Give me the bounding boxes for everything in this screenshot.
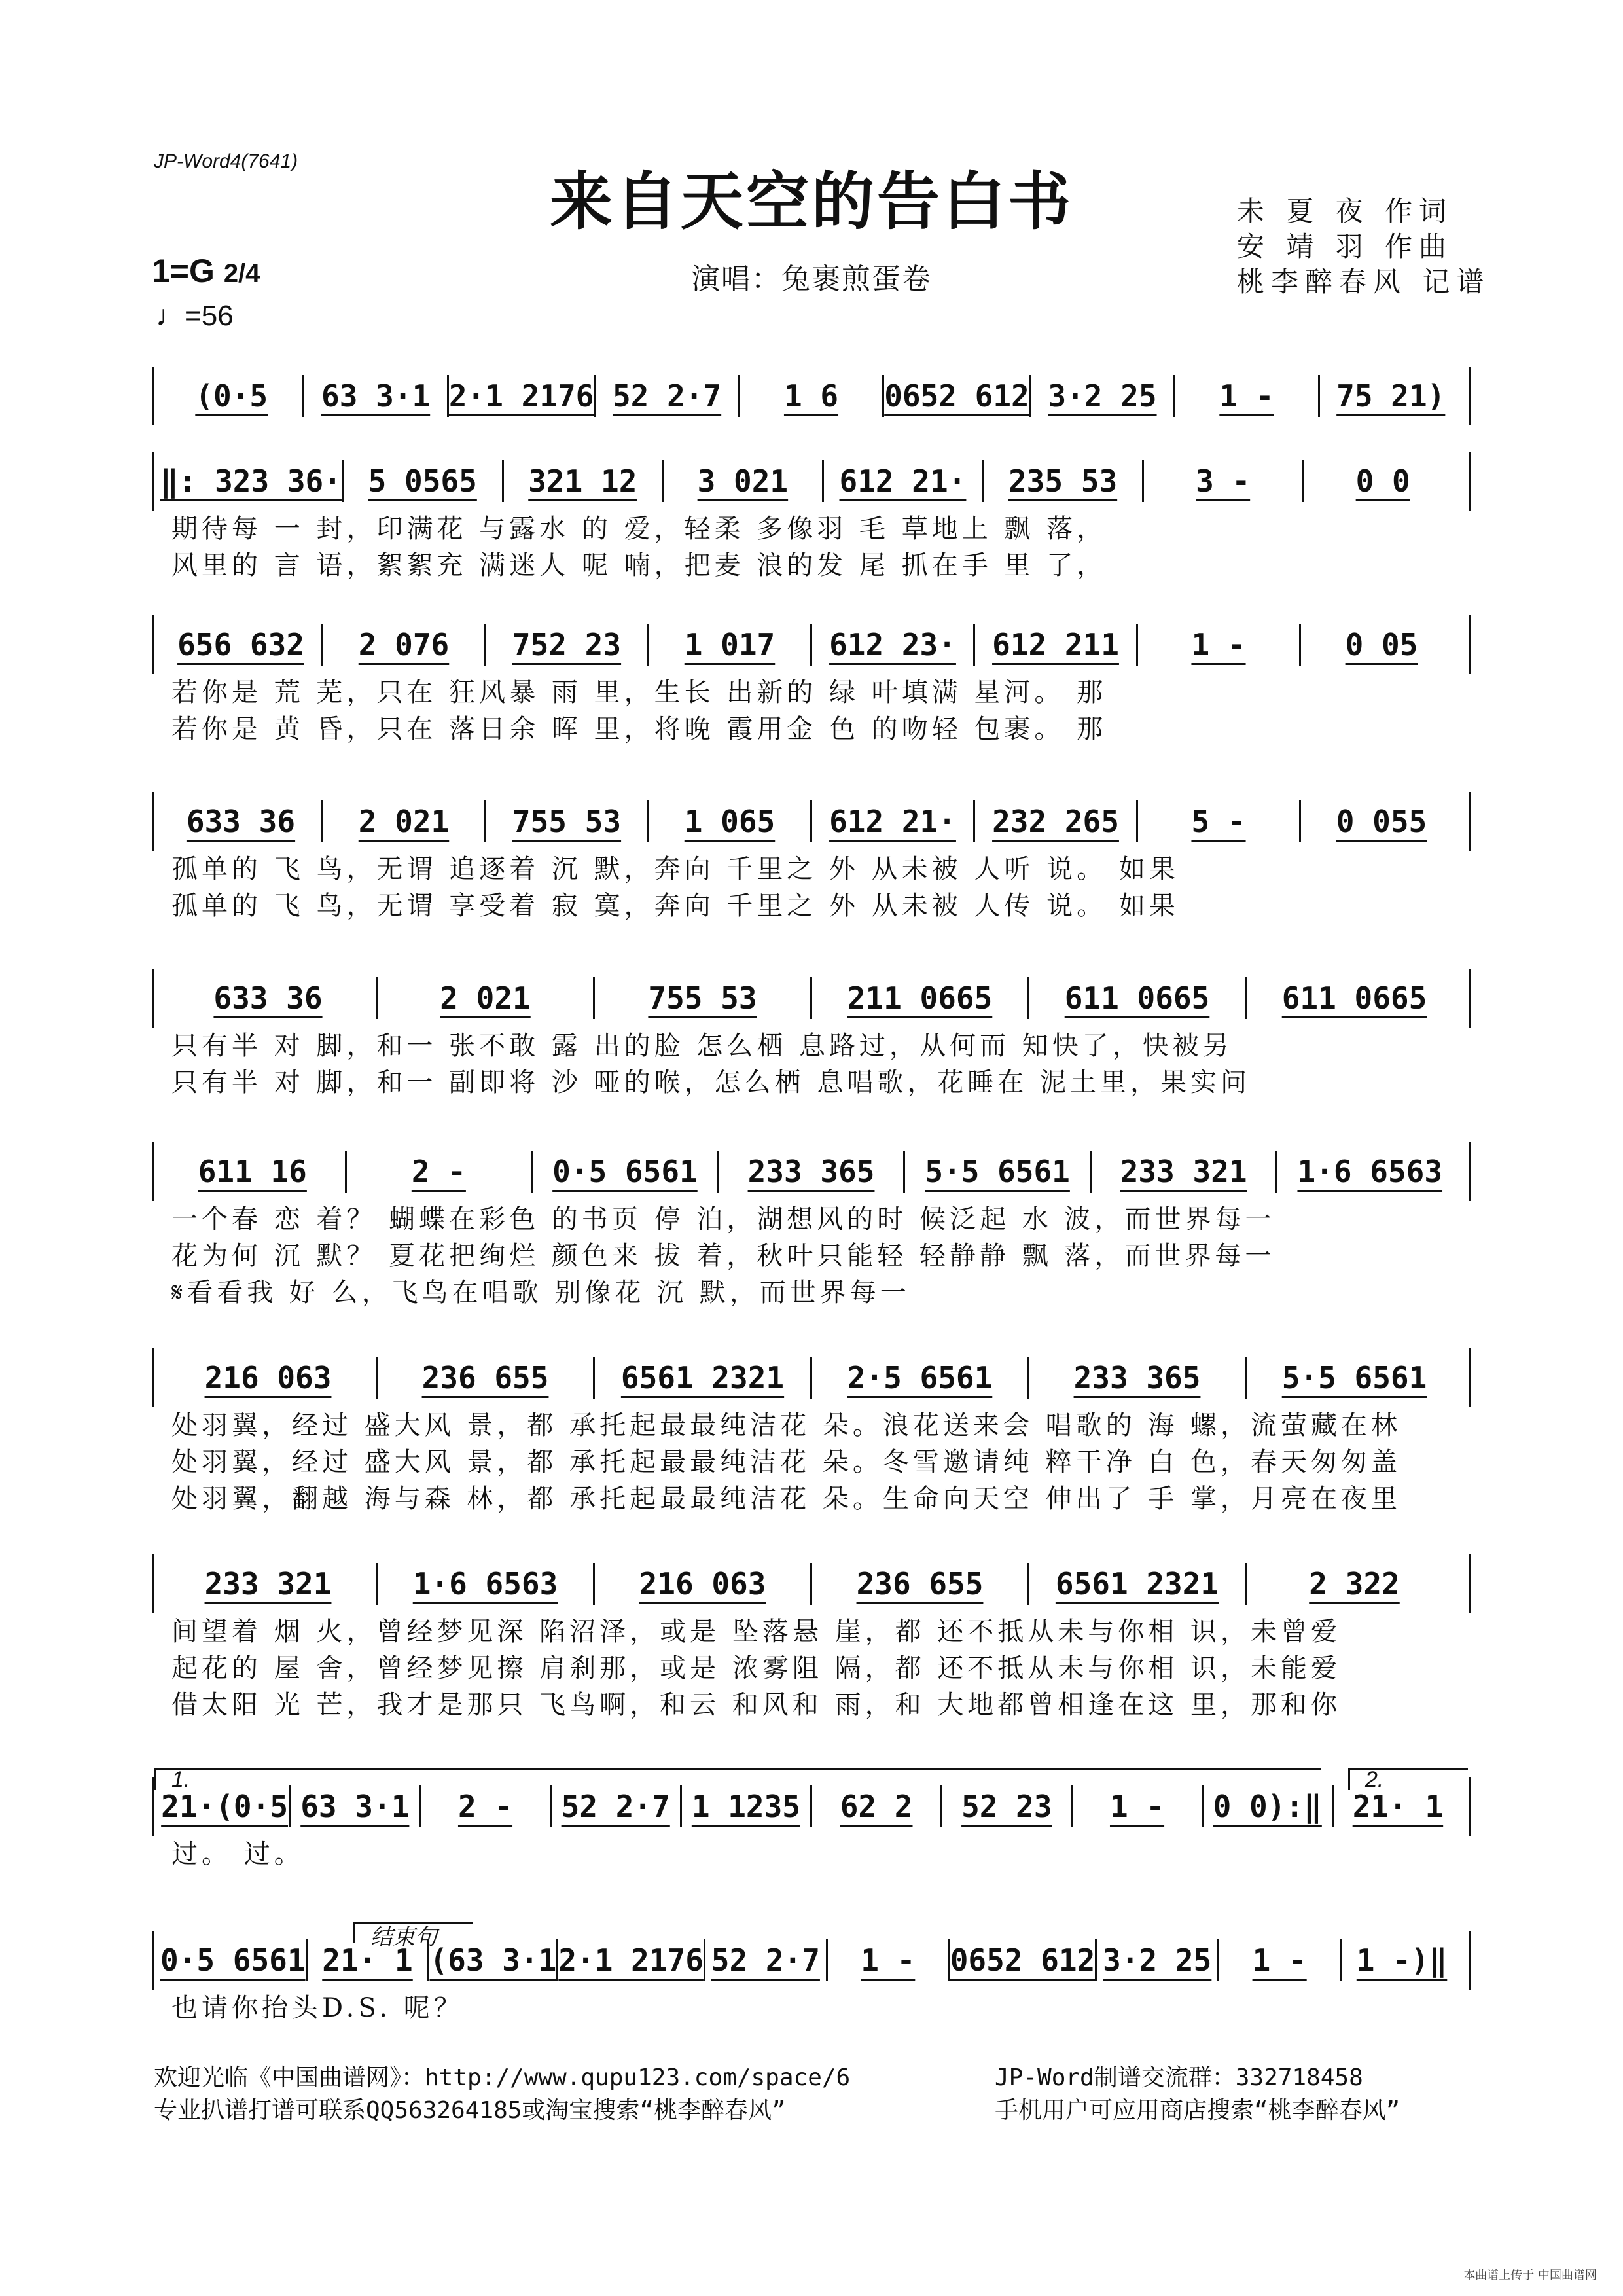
measure: 2 - (421, 1785, 551, 1827)
lyric-line: 花为何 沉 默？ 夏花把绚烂 颜色来 拔 着，秋叶只能轻 轻静静 飘 落，而世界每一 (171, 1241, 1275, 1271)
lyric-line: 借太阳 光 芒，我才是那只 飞鸟啊，和云 和风和 雨，和 大地都曾相逢在这 里，那和你 (171, 1690, 1342, 1720)
measure: (63 3·1 (429, 1939, 558, 1981)
measure: 2·1 2176 (558, 1939, 705, 1981)
lyric-line: 一个春 恋 着？ 蝴蝶在彩色 的书页 停 泊，湖想风的时 候泛起 水 波，而世界每一 (171, 1204, 1275, 1234)
volta-1-label: 1. (171, 1767, 190, 1792)
system-3 (152, 615, 1471, 747)
system-7 (152, 1348, 1471, 1517)
measure: 1 - (828, 1939, 950, 1981)
note-row (152, 1931, 1471, 1990)
measure: 633 36 (160, 800, 323, 842)
measure: 0 0 (1355, 463, 1410, 499)
measure: 1 1235 (682, 1785, 812, 1827)
measure: 235 53 (984, 460, 1144, 502)
measure: 1 - (1138, 624, 1301, 666)
system-5 (152, 969, 1471, 1101)
lyric-line: 若你是 黄 昏，只在 落日余 晖 里，将晚 霞用金 色 的吻轻 包裹。 那 (171, 714, 1107, 744)
measure: 1·6 6563 (1297, 1154, 1443, 1189)
footer-group: JP-Word制谱交流群：332718458 (995, 2064, 1363, 2091)
lyric-line: 处羽翼，经过 盛大风 景，都 承托起最最纯洁花 朵。浪花送来会 唱歌的 海 螺，流萤藏在林 (171, 1410, 1402, 1441)
lyric-line: 期待每 一 封，印满花 与露水 的 爱，轻柔 多像羽 毛 草地上 飘 落， (171, 514, 1107, 544)
system-8 (152, 1554, 1471, 1723)
lyric-line: 风里的 言 语，絮絮充 满迷人 呢 喃，把麦 浪的发 尾 抓在手 里 了， (171, 550, 1107, 581)
measure: 0·5 6561 (533, 1151, 719, 1193)
volta-2-label: 2. (1365, 1767, 1384, 1792)
system-6 (152, 1142, 1471, 1311)
measure: 232 265 (975, 800, 1138, 842)
system-4 (152, 792, 1471, 924)
composer-credit: 安 靖 羽 作曲 (1237, 230, 1454, 262)
footer-left (154, 2062, 850, 2127)
measure: 75 21) (1336, 378, 1446, 414)
measure: 233 365 (719, 1151, 906, 1193)
measure: 5 0565 (344, 460, 504, 502)
measure: 2·5 6561 (812, 1357, 1029, 1399)
measure: 2 322 (1309, 1566, 1400, 1602)
key-label: 1=G (152, 253, 215, 289)
lyric-line: 处羽翼，经过 盛大风 景，都 承托起最最纯洁花 朵。冬雪邀请纯 粹干净 白 色，春天匆匆盖 (171, 1447, 1402, 1477)
measure: 612 21· (812, 800, 975, 842)
note-row (152, 969, 1471, 1028)
key-signature (152, 252, 260, 290)
measure: 1 6 (740, 375, 884, 417)
measure: 236 655 (812, 1563, 1029, 1605)
measure: 321 12 (504, 460, 664, 502)
footer-contact: 专业扒谱打谱可联系QQ563264185或淘宝搜索“桃李醉春风” (154, 2097, 786, 2124)
measure: 3·2 25 (1031, 375, 1175, 417)
lyricist-credit: 未 夏 夜 作词 (1237, 195, 1454, 227)
measure: 611 0665 (1029, 977, 1247, 1019)
measure: 5·5 6561 (1281, 1360, 1427, 1395)
measure: 1 065 (649, 800, 812, 842)
lyric-line: 只有半 对 脚，和一 副即将 沙 哑的喉，怎么栖 息唱歌，花睡在 泥土里，果实问 (171, 1067, 1251, 1098)
measure: (0·5 (160, 375, 304, 417)
measure: 3 - (1144, 460, 1304, 502)
measure: 21·(0·5 (160, 1785, 291, 1827)
time-signature: 2/4 (223, 259, 260, 288)
note-row (152, 792, 1471, 851)
upload-stamp: 本曲谱上传于 中国曲谱网 (1463, 2269, 1597, 2282)
note-row (152, 615, 1471, 674)
note-row (152, 452, 1471, 511)
measure: 612 23· (812, 624, 975, 666)
singer-credit: 演唱：兔裹煎蛋卷 (691, 262, 932, 296)
measure: 63 3·1 (304, 375, 448, 417)
measure: 0 05 (1345, 627, 1418, 662)
lyric-line: 孤单的 飞 鸟，无谓 追逐着 沉 默，奔向 千里之 外 从未被 人听 说。 如果 (171, 854, 1179, 884)
note-row (152, 1348, 1471, 1407)
measure: 612 211 (975, 624, 1138, 666)
measure: 2 076 (323, 624, 486, 666)
measure: 6561 2321 (1029, 1563, 1247, 1605)
measure: 233 321 (1092, 1151, 1278, 1193)
measure: 0 055 (1336, 804, 1427, 839)
measure: 0·5 6561 (160, 1939, 308, 1981)
measure: 2 021 (378, 977, 595, 1019)
measure: 612 21· (824, 460, 984, 502)
measure: 611 0665 (1281, 980, 1427, 1016)
measure: 2 021 (323, 800, 486, 842)
measure: 52 2·7 (552, 1785, 682, 1827)
measure: 21· 1 (1352, 1789, 1444, 1824)
footer-right (995, 2062, 1400, 2127)
measure: 656 632 (160, 624, 323, 666)
lyric-line: 起花的 屋 舍，曾经梦见擦 肩刹那，或是 浓雾阻 隔，都 还不抵从未与你相 识，未能爱 (171, 1653, 1342, 1683)
measure: 236 655 (378, 1357, 595, 1399)
system-1 (152, 367, 1471, 425)
lyric-line: 𝄋看看我 好 么，飞鸟在唱歌 别像花 沉 默，而世界每一 (171, 1278, 910, 1308)
measure: 1 - (1219, 1939, 1342, 1981)
measure: 52 2·7 (705, 1939, 828, 1981)
note-row (152, 1554, 1471, 1613)
measure: 0652 612 (950, 1939, 1097, 1981)
system-10 (152, 1931, 1471, 2026)
ending-label: 结束句 (370, 1925, 437, 1950)
measure: 3 021 (664, 460, 824, 502)
transcriber-credit: 桃李醉春风 记谱 (1237, 266, 1491, 298)
measure: 1·6 6563 (378, 1563, 595, 1605)
measure: 752 23 (486, 624, 649, 666)
measure: 0 0):‖ (1204, 1785, 1334, 1827)
measure: 5 - (1138, 800, 1301, 842)
measure: 0652 612 (884, 375, 1031, 417)
measure: ‖: 323 36· (160, 460, 344, 502)
measure: 755 53 (486, 800, 649, 842)
measure: 1 017 (649, 624, 812, 666)
tempo-marking: ♩=56 (156, 300, 234, 332)
page-title: 来自天空的告白书 (550, 164, 1073, 238)
measure: 21· 1 (308, 1939, 430, 1981)
measure: 6561 2321 (595, 1357, 812, 1399)
measure: 611 16 (160, 1151, 347, 1193)
measure: 62 2 (812, 1785, 942, 1827)
note-row (152, 367, 1471, 425)
lyric-line: 若你是 荒 芜，只在 狂风暴 雨 里，生长 出新的 绿 叶填满 星河。 那 (171, 677, 1107, 708)
measure: 216 063 (595, 1563, 812, 1605)
measure: 233 365 (1029, 1357, 1247, 1399)
lyric-line: 过。 过。 (171, 1839, 304, 1869)
system-9 (152, 1777, 1471, 1873)
measure: 2 - (347, 1151, 533, 1193)
source-label: JP-Word4(7641) (154, 151, 298, 172)
lyric-line: 也请你抬头D.S. 呢？ (171, 1993, 464, 2023)
measure: 1 - (1175, 375, 1319, 417)
lyric-line: 处羽翼，翻越 海与森 林，都 承托起最最纯洁花 朵。生命向天空 伸出了 手 掌，月亮在夜里 (171, 1484, 1402, 1514)
measure: 52 2·7 (596, 375, 740, 417)
measure: 52 23 (942, 1785, 1073, 1827)
measure: 633 36 (160, 977, 378, 1019)
measure: 3·2 25 (1097, 1939, 1219, 1981)
system-2 (152, 452, 1471, 584)
note-row (152, 1142, 1471, 1201)
measure: 1 -)‖ (1356, 1943, 1448, 1978)
lyric-line: 只有半 对 脚，和一 张不敢 露 出的脸 怎么栖 息路过，从何而 知快了，快被另 (171, 1031, 1233, 1061)
measure: 2·1 2176 (449, 375, 596, 417)
measure: 216 063 (160, 1357, 378, 1399)
lyric-line: 孤单的 飞 鸟，无谓 享受着 寂 寞，奔向 千里之 外 从未被 人传 说。 如果 (171, 891, 1179, 921)
measure: 5·5 6561 (905, 1151, 1092, 1193)
measure: 211 0665 (812, 977, 1029, 1019)
measure: 755 53 (595, 977, 812, 1019)
measure: 1 - (1073, 1785, 1203, 1827)
volta-1-bracket (154, 1768, 1321, 1790)
measure: 63 3·1 (291, 1785, 421, 1827)
measure: 233 321 (160, 1563, 378, 1605)
footer-site-link[interactable]: 欢迎光临《中国曲谱网》：http://www.qupu123.com/space/6 (154, 2064, 851, 2091)
footer-app-hint: 手机用户可应用商店搜索“桃李醉春风” (995, 2097, 1400, 2124)
lyric-line: 间望着 烟 火，曾经梦见深 陷沼泽，或是 坠落悬 崖，都 还不抵从未与你相 识，未曾爱 (171, 1617, 1342, 1647)
